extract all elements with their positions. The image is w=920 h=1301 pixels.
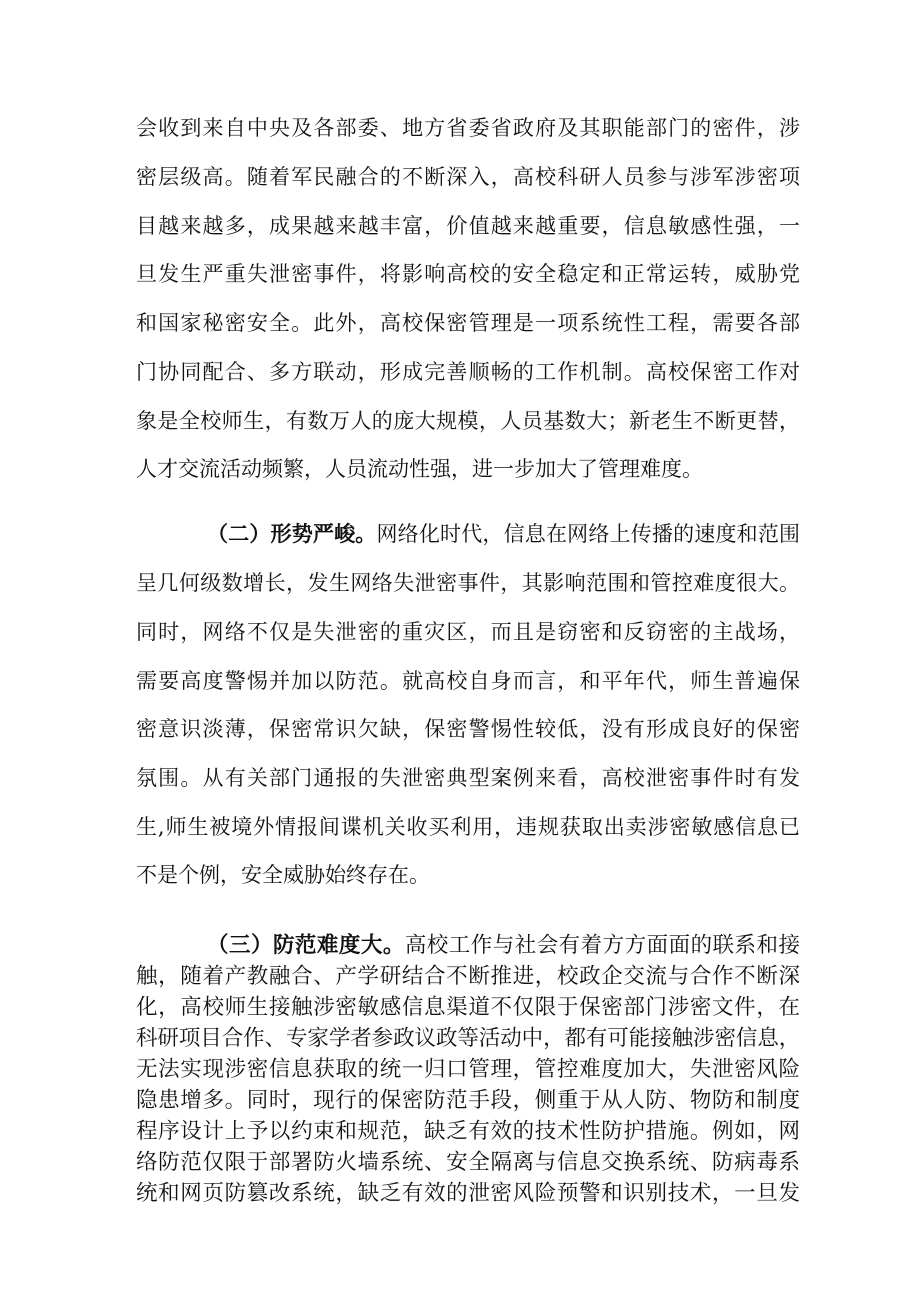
- paragraph-line: 门协同配合、多方联动，形成完善顺畅的工作机制。高校保密工作对: [136, 360, 800, 384]
- paragraph-line: 旦发生严重失泄密事件，将影响高校的安全稳定和正常运转，威胁党: [136, 262, 800, 286]
- paragraph-line: 不是个例，安全威胁始终存在。: [136, 863, 430, 887]
- paragraph-line: 人才交流活动频繁，人员流动性强，进一步加大了管理难度。: [136, 457, 703, 481]
- paragraph-first-line: [136, 524, 800, 545]
- paragraph-line: 象是全校师生，有数万人的庞大规模，人员基数大；新老生不断更替，: [136, 409, 800, 433]
- paragraph-line: 科研项目合作、专家学者参政议政等活动中，都有可能接触涉密信息，: [136, 1026, 800, 1051]
- paragraph-first-line: [136, 935, 800, 957]
- paragraph-line: 会收到来自中央及各部委、地方省委省政府及其职能部门的密件，涉: [136, 116, 800, 140]
- paragraph-line: 目越来越多，成果越来越丰富，价值越来越重要，信息敏感性强，一: [136, 214, 800, 238]
- section-heading: （二）形势严峻。: [207, 522, 377, 546]
- paragraph-line: 统和网页防篡改系统，缺乏有效的泄密风险预警和识别技术，一旦发: [136, 1181, 800, 1206]
- section-heading: （三）防范难度大。: [207, 933, 405, 958]
- paragraph-line: 密意识淡薄，保密常识欠缺，保密警惕性较低，没有形成良好的保密: [136, 717, 800, 741]
- paragraph-line: 和国家秘密安全。此外，高校保密管理是一项系统性工程，需要各部: [136, 311, 800, 335]
- paragraph-text: 高校工作与社会有着方方面面的联系和接: [404, 933, 800, 958]
- paragraph-line: 无法实现涉密信息获取的统一归口管理，管控难度加大，失泄密风险: [136, 1057, 800, 1082]
- paragraph-line: 氛围。从有关部门通报的失泄密典型案例来看，高校泄密事件时有发: [136, 766, 800, 790]
- paragraph-text: 网络化时代，信息在网络上传播的速度和范围: [376, 522, 801, 546]
- paragraph-line: 触，随着产教融合、产学研结合不断推进，校政企交流与合作不断深: [136, 964, 800, 989]
- paragraph-line: 隐患增多。同时，现行的保密防范手段，侧重于从人防、物防和制度: [136, 1088, 800, 1113]
- paragraph-line: 络防范仅限于部署防火墙系统、安全隔离与信息交换系统、防病毒系: [136, 1150, 800, 1175]
- paragraph-line: 呈几何级数增长，发生网络失泄密事件，其影响范围和管控难度很大。: [136, 571, 800, 595]
- paragraph-line: 需要高度警惕并加以防范。就高校自身而言，和平年代，师生普遍保: [136, 669, 800, 693]
- paragraph-line: 密层级高。随着军民融合的不断深入，高校科研人员参与涉军涉密项: [136, 165, 800, 189]
- paragraph-line: 生,师生被境外情报间谍机关收买利用，违规获取出卖涉密敏感信息已: [136, 815, 800, 839]
- paragraph-line: 程序设计上予以约束和规范，缺乏有效的技术性防护措施。例如，网: [136, 1119, 800, 1144]
- paragraph-line: 同时，网络不仅是失泄密的重灾区，而且是窃密和反窃密的主战场，: [136, 620, 800, 644]
- paragraph-line: 化，高校师生接触涉密敏感信息渠道不仅限于保密部门涉密文件，在: [136, 995, 800, 1020]
